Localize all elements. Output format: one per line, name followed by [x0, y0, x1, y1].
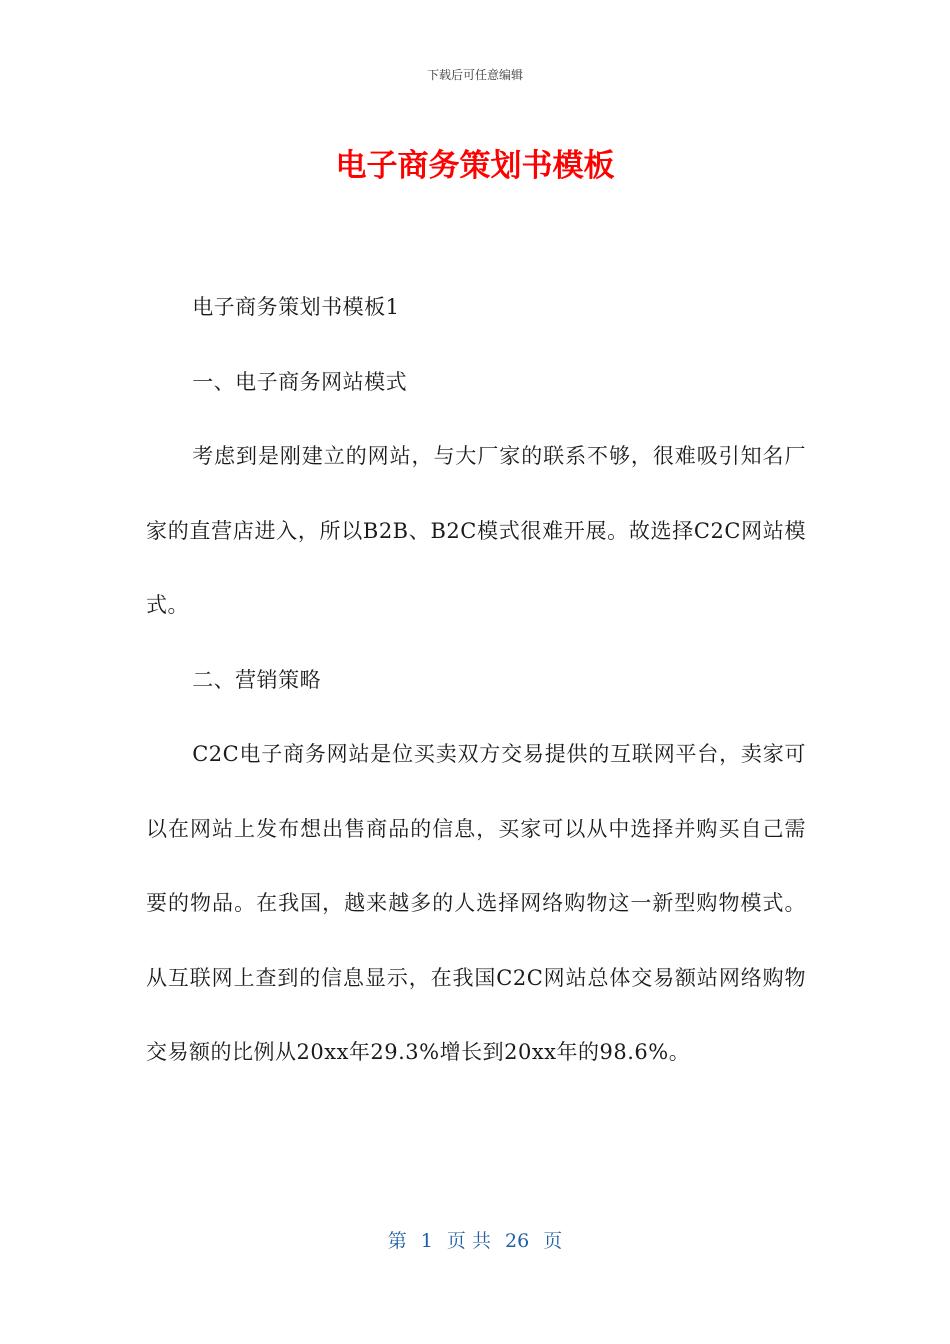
- footer-total-pages: 26: [505, 1230, 530, 1252]
- page-footer: [0, 1226, 950, 1253]
- header-note: 下载后可任意编辑: [426, 68, 523, 82]
- section-heading-template-1: 电子商务策划书模板1: [192, 295, 400, 319]
- footer-current-page: 1: [420, 1230, 433, 1252]
- section-heading-marketing-strategy: 二、营销策略: [192, 667, 322, 692]
- footer-middle: 页 共: [446, 1230, 491, 1252]
- section-heading-website-mode: 一、电子商务网站模式: [192, 369, 408, 394]
- footer-prefix: 第: [387, 1230, 407, 1252]
- paragraph-website-mode: 考虑到是刚建立的网站，与大厂家的联系不够，很难吸引知名厂家的直营店进入，所以B2B、B2C模式很难开展。故选择C2C网站模式。: [146, 444, 806, 617]
- paragraph-marketing-strategy: C2C电子商务网站是位买卖双方交易提供的互联网平台，卖家可以在网站上发布想出售商品的信息，买家可以从中选择并购买自己需要的物品。在我国，越来越多的人选择网络购物这一新型购物模式。从互联网上查到的信息显示，在我国C2C网站总体交易额站网络购物交易额的比例从20xx年29.3%增长到20xx年的98.6%。: [146, 742, 806, 1064]
- document-body: [146, 270, 806, 1090]
- document-title: 电子商务策划书模板: [335, 148, 615, 184]
- footer-suffix: 页: [543, 1230, 563, 1252]
